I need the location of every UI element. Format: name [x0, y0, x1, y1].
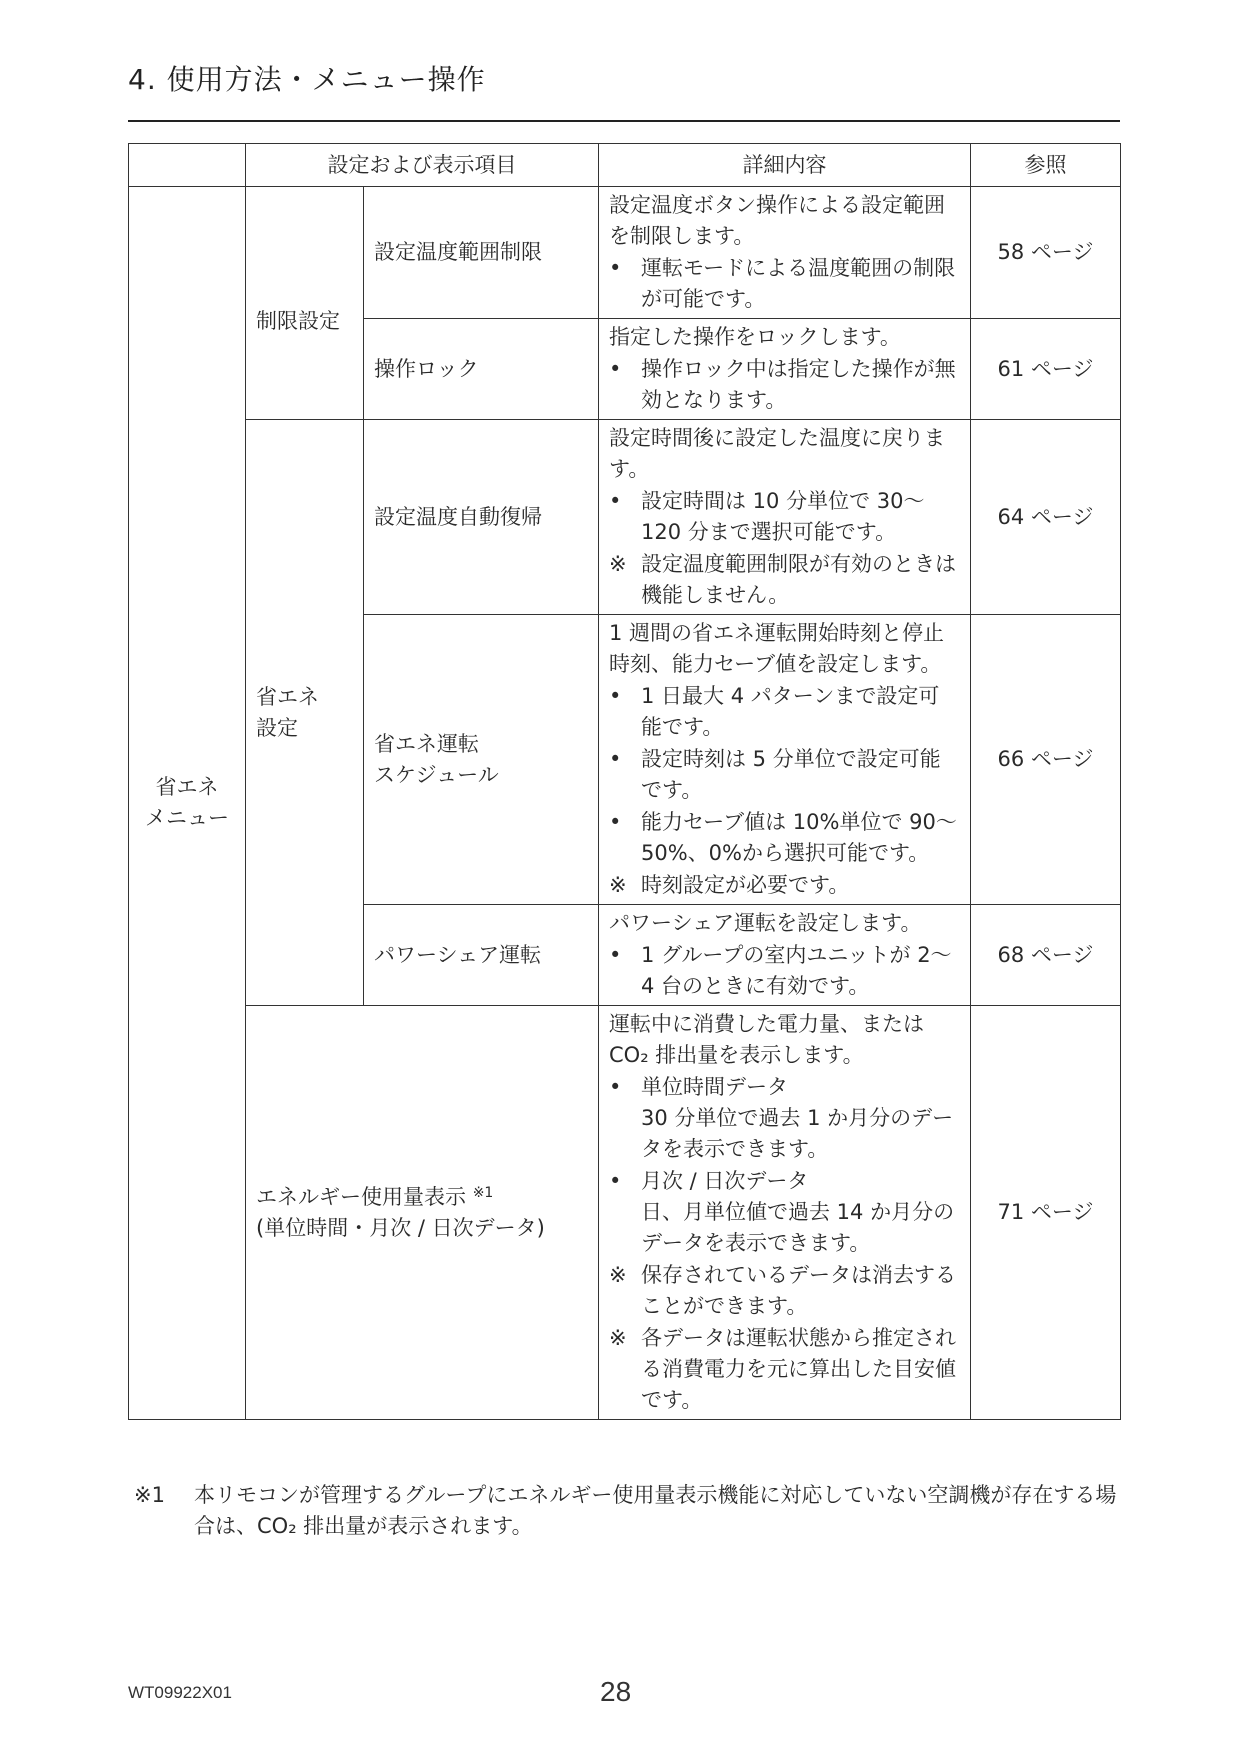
table-row: [129, 420, 1121, 615]
detail-note: [609, 253, 960, 315]
bullet-text: 能力セーブ値は 10%単位で 90〜50%、0%から選択可能です。: [641, 810, 957, 865]
page-heading: 4. 使用方法・メニュー操作: [128, 63, 486, 96]
item-name: 設定温度範囲制限: [364, 187, 599, 319]
footnote-mark: ※1: [134, 1483, 165, 1507]
bullet-mark: •: [609, 489, 622, 513]
detail-intro: パワーシェア運転を設定します。: [609, 911, 922, 935]
item-name: パワーシェア運転: [364, 905, 599, 1006]
category-energy-saving: 省エネ 設定: [246, 420, 364, 1006]
footnote-ref: ※1: [472, 1184, 494, 1201]
note-text: 保存されているデータは消去することができます。: [641, 1263, 956, 1318]
note-mark: ※: [609, 1263, 627, 1287]
footnote: [134, 1480, 1124, 1542]
item-name: 設定温度自動復帰: [364, 420, 599, 615]
detail-cell: [599, 420, 971, 615]
detail-note: [609, 1260, 960, 1322]
detail-cell: [599, 1006, 971, 1420]
bullet-mark: •: [609, 747, 622, 771]
bullet-text: 月次 / 日次データ 日、月単位値で過去 14 か月分のデータを表示できます。: [641, 1169, 955, 1255]
bullet-text: 1 グループの室内ユニットが 2〜4 台のときに有効です。: [641, 943, 952, 998]
table-header-row: [129, 144, 1121, 187]
bullet-mark: •: [609, 684, 622, 708]
group-label: 省エネ メニュー: [129, 187, 246, 1420]
category-restriction: 制限設定: [246, 187, 364, 420]
detail-note: [609, 744, 960, 806]
detail-note: [609, 1166, 960, 1259]
detail-cell: [599, 319, 971, 420]
header-items: 設定および表示項目: [246, 144, 599, 187]
detail-intro: 1 週間の省エネ運転開始時刻と停止時刻、能力セーブ値を設定します。: [609, 621, 945, 676]
note-mark: ※: [609, 873, 627, 897]
bullet-mark: •: [609, 810, 622, 834]
detail-note: [609, 354, 960, 416]
note-mark: ※: [609, 552, 627, 576]
detail-note: [609, 486, 960, 548]
item-energy-usage: [246, 1006, 599, 1420]
footnote-text: 本リモコンが管理するグループにエネルギー使用量表示機能に対応していない空調機が存在する場合は、CO₂ 排出量が表示されます。: [194, 1483, 1117, 1538]
detail-note: [609, 870, 960, 901]
bullet-mark: •: [609, 1075, 622, 1099]
detail-note: [609, 1072, 960, 1165]
page-reference: 58 ページ: [971, 187, 1121, 319]
bullet-text: 操作ロック中は指定した操作が無効となります。: [641, 357, 956, 412]
note-mark: ※: [609, 1326, 627, 1350]
page-reference: 71 ページ: [971, 1006, 1121, 1420]
page-number: 28: [600, 1676, 632, 1707]
bullet-text: 設定時刻は 5 分単位で設定可能です。: [641, 747, 941, 802]
bullet-text: 単位時間データ 30 分単位で過去 1 か月分のデータを表示できます。: [641, 1075, 954, 1161]
bullet-mark: •: [609, 943, 622, 967]
bullet-text: 1 日最大 4 パターンまで設定可能です。: [641, 684, 940, 739]
detail-intro: 設定時間後に設定した温度に戻ります。: [609, 426, 945, 481]
page-reference: 61 ページ: [971, 319, 1121, 420]
page-reference: 66 ページ: [971, 615, 1121, 905]
table-row: [129, 1006, 1121, 1420]
note-text: 時刻設定が必要です。: [641, 873, 850, 897]
page-reference: 64 ページ: [971, 420, 1121, 615]
detail-note: [609, 940, 960, 1002]
page-reference: 68 ページ: [971, 905, 1121, 1006]
detail-cell: [599, 905, 971, 1006]
detail-intro: 設定温度ボタン操作による設定範囲を制限します。: [609, 193, 945, 248]
item-name: 操作ロック: [364, 319, 599, 420]
note-text: 設定温度範囲制限が有効のときは機能しません。: [641, 552, 956, 607]
detail-intro: 指定した操作をロックします。: [609, 325, 901, 349]
detail-note: [609, 807, 960, 869]
detail-cell: [599, 187, 971, 319]
detail-note: [609, 1323, 960, 1416]
bullet-text: 設定時間は 10 分単位で 30〜120 分まで選択可能です。: [641, 489, 925, 544]
header-detail: 詳細内容: [599, 144, 971, 187]
bullet-mark: •: [609, 357, 622, 381]
heading-divider: [128, 120, 1120, 122]
detail-note: [609, 549, 960, 611]
bullet-mark: •: [609, 256, 622, 280]
item-name-line2: (単位時間・月次 / 日次データ): [256, 1215, 545, 1240]
detail-cell: [599, 615, 971, 905]
table-row: [129, 187, 1121, 319]
settings-table: [128, 143, 1121, 1420]
bullet-mark: •: [609, 1169, 622, 1193]
item-name: 省エネ運転 スケジュール: [364, 615, 599, 905]
detail-note: [609, 681, 960, 743]
detail-intro: 運転中に消費した電力量、または CO₂ 排出量を表示します。: [609, 1012, 924, 1067]
item-name-line1: エネルギー使用量表示: [256, 1184, 466, 1209]
header-blank-cell: [129, 144, 246, 187]
note-text: 各データは運転状態から推定される消費電力を元に算出した目安値です。: [641, 1326, 956, 1412]
header-reference: 参照: [971, 144, 1121, 187]
bullet-text: 運転モードによる温度範囲の制限が可能です。: [641, 256, 956, 311]
document-code: WT09922X01: [128, 1683, 232, 1702]
